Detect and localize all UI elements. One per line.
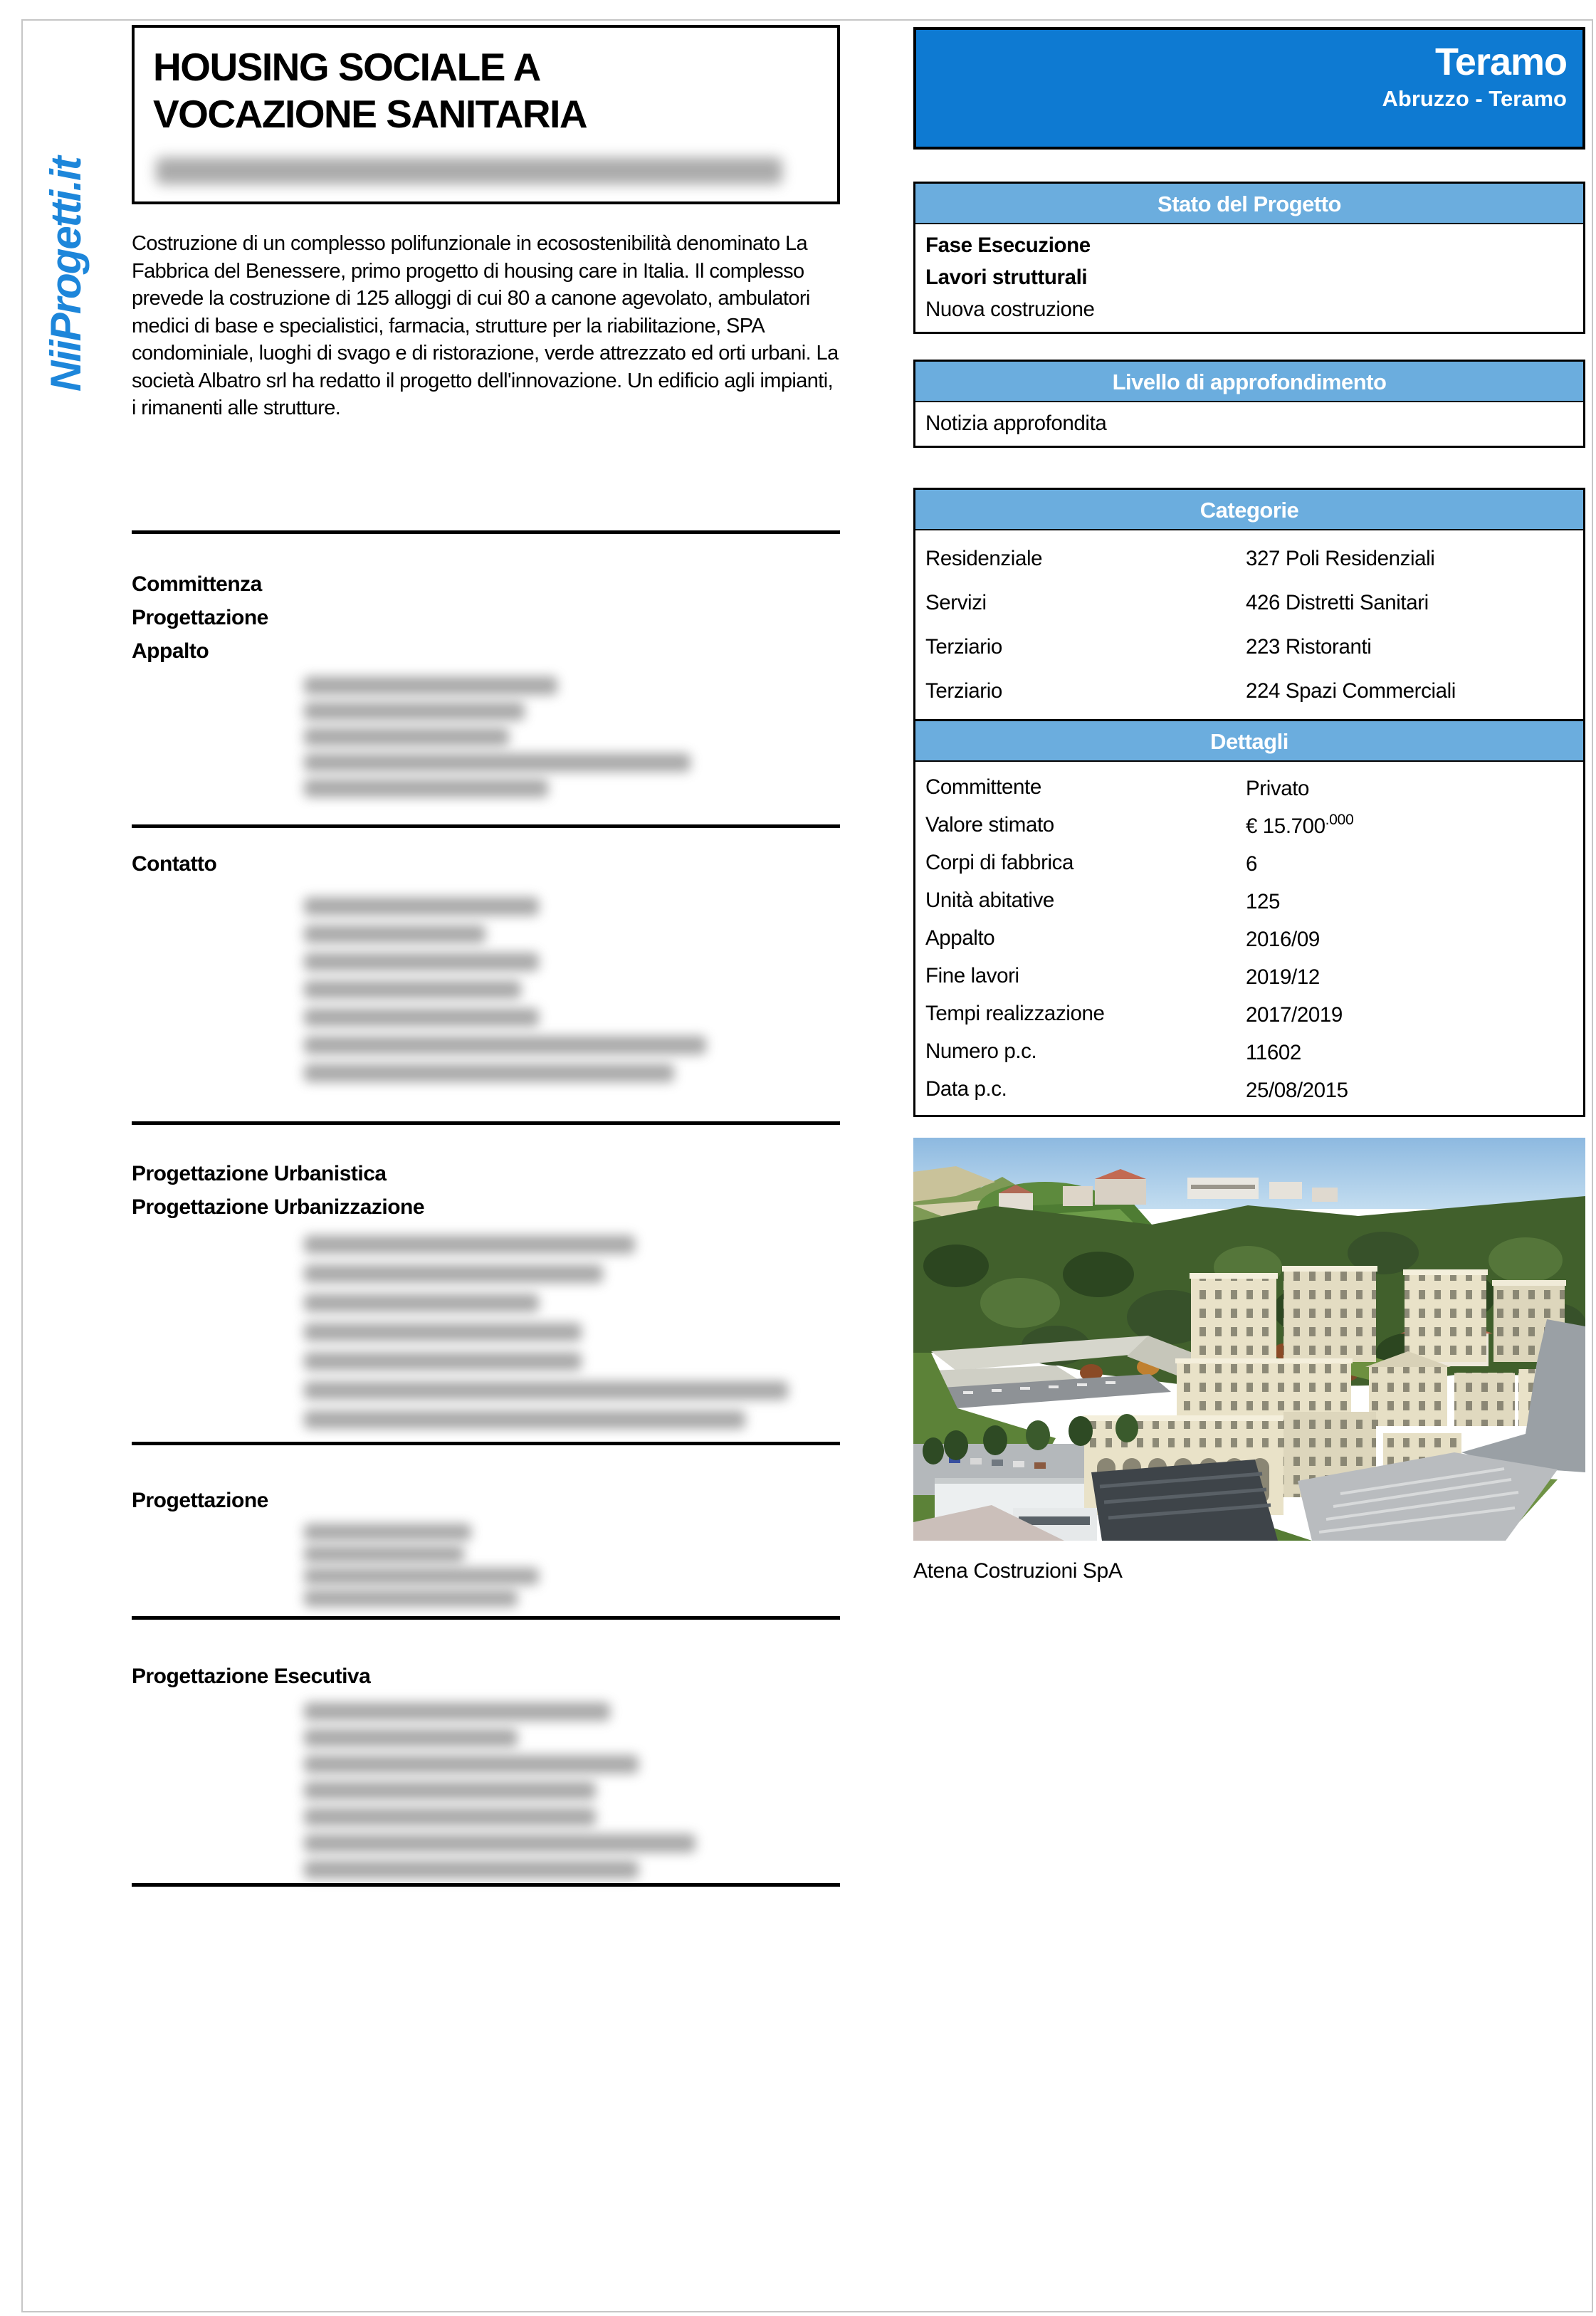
section-label: Progettazione Urbanizzazione [132, 1195, 425, 1219]
project-render-image [913, 1138, 1585, 1541]
detail-label: Corpi di fabbrica [925, 850, 1073, 874]
redacted-address-line [156, 157, 782, 184]
category-label: Terziario [925, 679, 1002, 703]
detail-label: Valore stimato [925, 812, 1054, 837]
detail-value: 6 [1246, 852, 1258, 876]
redacted-line [304, 1036, 706, 1054]
redacted-line [304, 1410, 745, 1429]
detail-label: Unità abitative [925, 888, 1054, 912]
redacted-line [304, 1381, 788, 1400]
detail-value: Privato [1246, 776, 1310, 800]
redacted-line [304, 1568, 539, 1585]
detail-value: 11602 [1246, 1040, 1301, 1064]
project-description: Costruzione di un complesso polifunzionale in ecosostenibilità denominato La Fabbrica del Benessere, primo progetto di housing care in Italia. Il complesso prevede la costruzione di 125 alloggi di cui 80 a canone agevolato, ambulatori medici di base e specialistici, farmacia, strutture per la riabilitazione, SPA condominiale, luoghi di svago e di ristorazione, verde attrezzato ed orti urbani. La società Albatro srl ha redatto il progetto dell'innovazione. Un edificio agli impianti, i rimanenti alle strutture. [132, 232, 839, 419]
section-progettazione-urbanistica-header [132, 1157, 840, 1224]
detail-value: 25/08/2015 [1246, 1078, 1348, 1102]
detail-row [925, 844, 1573, 881]
redacted-line [304, 1352, 582, 1371]
detail-row [925, 1032, 1573, 1070]
page-title-line1: HOUSING SOCIALE A [153, 45, 540, 89]
detail-value: 2016/09 [1246, 927, 1320, 951]
redacted-line [304, 1546, 464, 1563]
section-label: Committenza [132, 572, 262, 596]
redacted-line [304, 1755, 639, 1773]
redacted-contact-block [304, 897, 706, 1082]
details-box [913, 719, 1585, 1117]
location-region: Abruzzo - Teramo [1382, 86, 1567, 111]
detail-value: 2019/12 [1246, 965, 1320, 989]
divider [132, 824, 840, 828]
detail-label: Fine lavori [925, 963, 1019, 987]
location-badge [913, 27, 1585, 150]
title-box [132, 25, 840, 204]
category-label: Servizi [925, 591, 987, 614]
category-value: 426 Distretti Sanitari [1246, 591, 1429, 614]
detail-row [925, 919, 1573, 957]
categories-box [913, 488, 1585, 723]
redacted-line [304, 1834, 695, 1853]
detail-row [925, 1070, 1573, 1108]
depth-box [913, 360, 1585, 448]
category-row [925, 669, 1573, 713]
detail-value: 2017/2019 [1246, 1002, 1343, 1027]
detail-row [925, 768, 1573, 806]
redacted-contact-block [304, 1524, 539, 1607]
details-box-body [915, 762, 1583, 1115]
location-city: Teramo [1434, 41, 1567, 83]
detail-label: Appalto [925, 926, 995, 950]
detail-value: € $15.700^{.000}$ [1246, 810, 1354, 838]
redacted-line [304, 1323, 582, 1341]
section-contatto-header: Contatto [132, 852, 217, 876]
detail-label: Tempi realizzazione [925, 1001, 1105, 1025]
redacted-line [304, 1294, 539, 1312]
redacted-line [304, 925, 485, 943]
status-row: Fase Esecuzione [925, 234, 1091, 257]
redacted-line [304, 1590, 518, 1607]
detail-value: 125 [1246, 889, 1281, 913]
category-row [925, 537, 1573, 581]
status-box [913, 182, 1585, 334]
redacted-line [304, 1008, 539, 1027]
redacted-line [304, 728, 509, 746]
status-row: Lavori strutturali [925, 266, 1088, 289]
section-progettazione-header: Progettazione [132, 1489, 268, 1512]
category-row [925, 581, 1573, 625]
categories-box-body [915, 530, 1583, 721]
status-box-header: Stato del Progetto [915, 184, 1583, 224]
category-value: 224 Spazi Commerciali [1246, 679, 1456, 703]
depth-box-header: Livello di approfondimento [915, 362, 1583, 402]
section-label: Progettazione [132, 606, 268, 629]
redacted-line [304, 753, 691, 772]
detail-row [925, 995, 1573, 1032]
page-title-line2: VOCAZIONE SANITARIA [153, 92, 587, 136]
image-caption: Atena Costruzioni SpA [913, 1559, 1123, 1583]
redacted-line [304, 779, 548, 797]
redacted-line [304, 1064, 674, 1082]
detail-row [925, 806, 1573, 844]
redacted-line [304, 953, 539, 971]
divider [132, 1616, 840, 1620]
redacted-line [304, 897, 539, 916]
status-row: Nuova costruzione [925, 298, 1095, 321]
category-label: Residenziale [925, 547, 1043, 570]
depth-row: Notizia approfondita [925, 412, 1107, 435]
detail-label: Committente [925, 775, 1041, 799]
detail-row [925, 881, 1573, 919]
redacted-line [304, 1702, 610, 1721]
niiprogetti-logo: NiiProgetti.it [42, 157, 90, 392]
category-value: 327 Poli Residenziali [1246, 547, 1435, 570]
category-row [925, 625, 1573, 669]
section-label: Progettazione Urbanistica [132, 1162, 387, 1185]
redacted-line [304, 702, 525, 721]
redacted-line [304, 1729, 518, 1747]
project-render-svg [913, 1138, 1585, 1541]
detail-row [925, 957, 1573, 995]
section-committenza-header [132, 567, 840, 668]
divider [132, 1883, 840, 1887]
section-label: Appalto [132, 639, 209, 663]
divider [132, 1442, 840, 1445]
redacted-line [304, 676, 557, 695]
redacted-contact-block [304, 1235, 788, 1429]
redacted-line [304, 1860, 639, 1879]
detail-label: Numero p.c. [925, 1039, 1037, 1063]
details-box-header: Dettagli [915, 721, 1583, 762]
categories-box-header: Categorie [915, 490, 1583, 530]
redacted-line [304, 1781, 596, 1800]
redacted-line [304, 1264, 603, 1283]
category-value: 223 Ristoranti [1246, 635, 1372, 659]
redacted-line [304, 980, 521, 999]
redacted-line [304, 1808, 596, 1826]
redacted-contact-block [304, 676, 691, 797]
section-progettazione-esecutiva-header: Progettazione Esecutiva [132, 1665, 371, 1688]
detail-label: Data p.c. [925, 1076, 1007, 1101]
depth-box-body [915, 402, 1583, 446]
divider [132, 530, 840, 534]
redacted-line [304, 1235, 635, 1254]
status-box-body [915, 224, 1583, 332]
divider [132, 1121, 840, 1125]
redacted-line [304, 1524, 471, 1541]
category-label: Terziario [925, 635, 1002, 659]
redacted-contact-block [304, 1702, 695, 1879]
